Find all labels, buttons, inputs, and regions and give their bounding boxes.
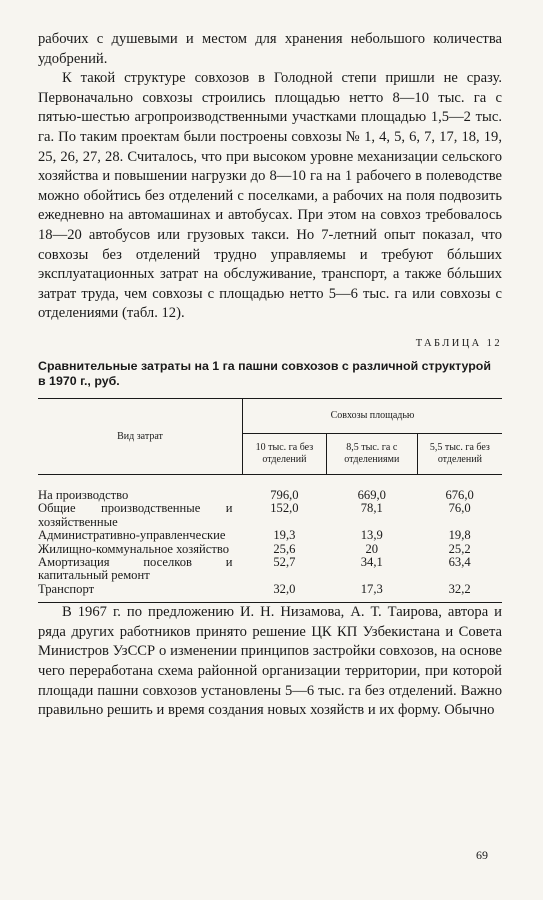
cell-value: 25,2 (448, 541, 471, 556)
cell-value: 76,0 (448, 501, 471, 516)
row-name: Жилищно-коммунальное хозяйство (38, 541, 230, 556)
cell-value: 17,3 (360, 581, 383, 596)
cell-value: 19,8 (448, 528, 471, 543)
table-row (38, 583, 502, 602)
header-col-1: 10 тыс. га без отделений (243, 433, 327, 474)
header-col-3: 5,5 тыс. га без отделений (417, 433, 502, 474)
header-col-2: 8,5 тыс. га с отделениями (326, 433, 417, 474)
row-name: Транспорт (38, 581, 95, 596)
cell-value: 25,6 (273, 541, 296, 556)
cell-value: 32,2 (448, 581, 471, 596)
header-cost-type: Вид затрат (38, 398, 243, 474)
page-number: 69 (476, 848, 488, 862)
cell-value: 52,7 (273, 554, 296, 569)
page-content (38, 30, 502, 721)
cell-value: 78,1 (360, 501, 383, 516)
table-row (38, 474, 502, 502)
paragraph-1967: В 1967 г. по предложению И. Н. Низамова, А. Т. Таирова, автора и ряда других работников принято решение ЦК КП Узбекистана и Совета Министров УзССР о изменении принципов застройки совхозов, на основе чего переработана схема районной организации территории, при которой площади пашни совхозов установлены 5—6 тыс. га без отделений. Важно правильно решить и время создания новых хозяйств и их форму. Обычно (38, 604, 502, 719)
table-row (38, 543, 502, 556)
paragraph-continuation: рабочих с душевыми и местом для хранения небольшого количества удобрений. (38, 31, 502, 67)
table-row (38, 502, 502, 529)
cost-table (38, 398, 502, 602)
table-label: ТАБЛИЦА 12 (415, 337, 502, 349)
table-row (38, 556, 502, 583)
paragraph-structure: К такой структуре совхозов в Голодной степи пришли не сразу. Первоначально совхозы строились площадью нетто 8—10 тыс. га с пятью-шестью агропроизводственными участками площадью 1,5—2 тыс. га. По таким проектам были построены совхозы № 1, 4, 5, 6, 7, 17, 18, 19, 25, 26, 27, 28. Считалось, что при высоком уровне механизации сельского хозяйства и повышении нагрузки до 8—10 га на 1 рабочего в полеводстве можно обойтись без отделений с поселками, а рабочих на поля подвозить ежедневно на автомашинах и автобусах. При этом на совхоз требовалось 18—20 автобусов или грузовых такси. Но 7-летний опыт показал, что совхозы без отделений трудно управляемы и требуют бóльших эксплуатационных затрат на обслуживание, транспорт, а также бóльших затрат труда, чем совхозы с площадью нетто 5—6 тыс. га или совхозы с отделениями (табл. 12). (38, 70, 502, 322)
cell-value: 669,0 (357, 487, 386, 502)
cell-value: 20 (365, 541, 379, 556)
cell-value: 796,0 (270, 487, 299, 502)
cell-value: 152,0 (270, 501, 299, 516)
table-title: Сравнительные затраты на 1 га пашни совхозов с различной структурой в 1970 г., руб. (38, 358, 491, 389)
row-name: Административно-управленческие (38, 528, 226, 543)
cell-value: 63,4 (448, 554, 471, 569)
table-row (38, 529, 502, 542)
row-name: На производство (38, 487, 129, 502)
header-group: Совхозы площадью (243, 398, 503, 433)
row-name: Амортизация поселков и капитальный ремонт (38, 554, 233, 583)
cell-value: 32,0 (273, 581, 296, 596)
cell-value: 34,1 (360, 554, 383, 569)
cell-value: 19,3 (273, 528, 296, 543)
cell-value: 676,0 (445, 487, 474, 502)
row-name: Общие производственные и хозяйственные (38, 501, 233, 529)
cell-value: 13,9 (360, 528, 383, 543)
